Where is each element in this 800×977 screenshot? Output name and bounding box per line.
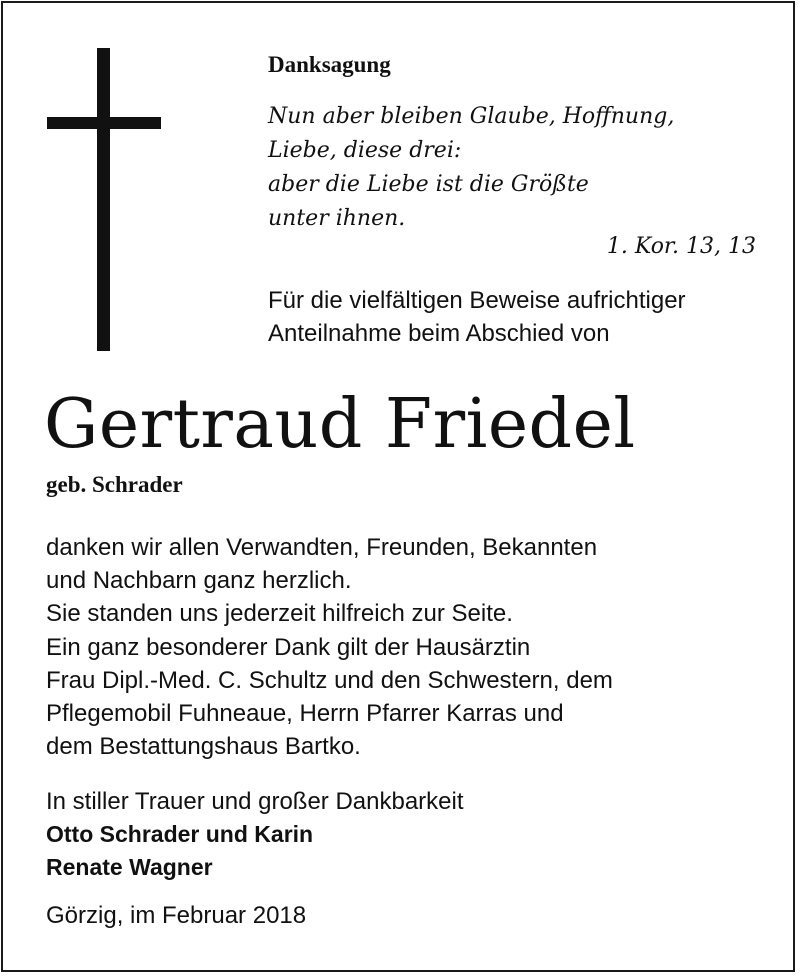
mourners-intro: In stiller Trauer und großer Dankbarkeit xyxy=(46,788,464,815)
thanks-line: Ein ganz besonderer Dank gilt der Hausärztin xyxy=(46,633,531,661)
notice-heading: Danksagung xyxy=(268,52,391,77)
intro-line: Anteilnahme beim Abschied von xyxy=(268,320,610,347)
verse-line: unter ihnen. xyxy=(268,206,406,231)
mourner-name: Renate Wagner xyxy=(46,854,213,880)
maiden-name: geb. Schrader xyxy=(46,472,183,497)
deceased-name: Gertraud Friedel xyxy=(44,385,636,464)
thanks-line: danken wir allen Verwandten, Freunden, Bekannten xyxy=(46,534,598,561)
intro-text xyxy=(268,284,778,350)
thanks-line: und Nachbarn ganz herzlich. xyxy=(46,567,352,595)
bible-verse xyxy=(268,100,768,236)
thanks-line: Sie standen uns jederzeit hilfreich zur Seite. xyxy=(46,600,513,628)
thanks-line: dem Bestattungshaus Bartko. xyxy=(46,733,361,761)
verse-reference: 1. Kor. 13, 13 xyxy=(606,234,756,259)
mourner-name: Otto Schrader und Karin xyxy=(46,821,314,847)
cross-vertical-bar xyxy=(97,48,110,351)
intro-line: Für die vielfältigen Beweise aufrichtiger xyxy=(268,287,686,314)
thanks-text xyxy=(46,531,766,763)
thanks-line: Pflegemobil Fuhneaue, Herrn Pfarrer Karras und xyxy=(46,700,564,728)
verse-line: Liebe, diese drei: xyxy=(268,138,462,163)
place-date: Görzig, im Februar 2018 xyxy=(46,902,307,929)
cross-horizontal-bar xyxy=(47,117,161,129)
verse-line: aber die Liebe ist die Größte xyxy=(268,172,589,197)
thanks-line: Frau Dipl.-Med. C. Schultz und den Schwestern, dem xyxy=(46,666,613,694)
verse-line: Nun aber bleiben Glaube, Hoffnung, xyxy=(268,104,675,129)
mourners-block xyxy=(46,785,766,884)
